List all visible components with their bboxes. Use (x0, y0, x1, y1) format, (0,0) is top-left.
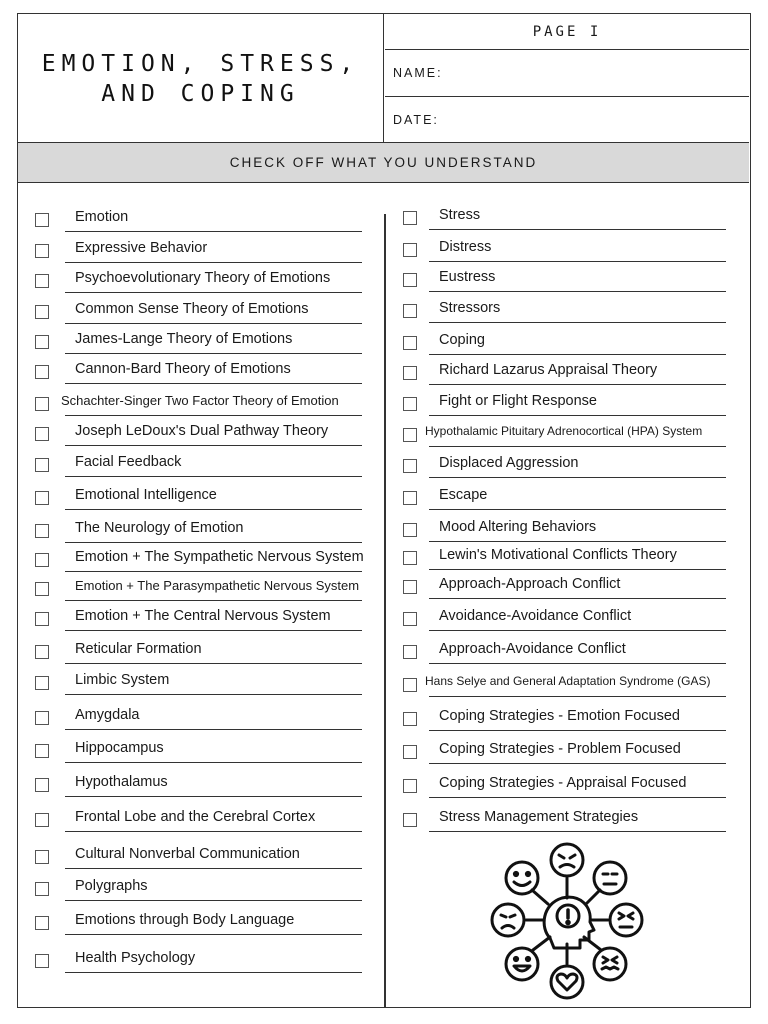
checklist-item-psychoevolutionary-theory-of-emotions[interactable] (35, 270, 365, 294)
date-label: DATE: (393, 113, 439, 127)
underline (429, 384, 726, 385)
checklist-item-hypothalamus[interactable] (35, 774, 365, 798)
underline (429, 322, 726, 323)
checklist-label: Emotion + The Central Nervous System (75, 608, 331, 624)
checkbox[interactable] (403, 813, 417, 827)
checkbox[interactable] (35, 244, 49, 258)
checklist-label: Polygraphs (75, 878, 148, 894)
checklist-item-emotion-the-central-nervous-system[interactable] (35, 608, 365, 632)
checklist-label: Emotional Intelligence (75, 487, 217, 503)
underline (429, 630, 726, 631)
underline (65, 600, 362, 601)
underline (429, 663, 726, 664)
title-line-1: EMOTION, STRESS, (41, 50, 360, 77)
checklist-label: Distress (439, 239, 492, 255)
underline (65, 415, 362, 416)
checkbox[interactable] (35, 553, 49, 567)
checklist-label: Amygdala (75, 707, 140, 723)
checklist-item-the-neurology-of-emotion[interactable] (35, 520, 365, 544)
checklist-item-emotion[interactable] (35, 209, 365, 233)
underline (65, 762, 362, 763)
checklist-item-richard-lazarus-appraisal-theory[interactable] (403, 362, 743, 386)
checkbox[interactable] (35, 676, 49, 690)
title-box (18, 14, 384, 143)
name-field[interactable] (385, 50, 749, 97)
page-title (42, 49, 360, 109)
underline (65, 383, 362, 384)
underline (65, 476, 362, 477)
checklist-item-james-lange-theory-of-emotions[interactable] (35, 331, 365, 355)
underline (65, 729, 362, 730)
checklist-item-common-sense-theory-of-emotions[interactable] (35, 301, 365, 325)
checkbox[interactable] (403, 678, 417, 692)
checkbox[interactable] (403, 211, 417, 225)
underline (429, 415, 726, 416)
checkbox[interactable] (403, 551, 417, 565)
face-upper-left-icon (506, 862, 538, 894)
underline (429, 598, 726, 599)
central-head-icon (544, 897, 594, 948)
checklist-item-polygraphs[interactable] (35, 878, 365, 902)
checklist-item-emotion-the-parasympathetic-nervous-system[interactable] (35, 578, 365, 602)
checklist-label: Limbic System (75, 672, 170, 688)
checklist-item-cultural-nonverbal-communication[interactable] (35, 846, 365, 870)
checklist-label: Stress (439, 207, 481, 223)
face-top-icon (551, 844, 583, 876)
checklist-item-eustress[interactable] (403, 269, 743, 293)
column-divider (384, 214, 386, 1008)
checkbox[interactable] (35, 458, 49, 472)
underline (65, 323, 362, 324)
underline (429, 261, 726, 262)
checklist-item-stress-management-strategies[interactable] (403, 809, 743, 833)
checklist-item-health-psychology[interactable] (35, 950, 365, 974)
checklist-label: Richard Lazarus Appraisal Theory (439, 362, 658, 378)
underline (65, 542, 362, 543)
checklist-item-approach-approach-conflict[interactable] (403, 576, 743, 600)
checklist-item-coping[interactable] (403, 332, 743, 356)
checklist-label: Eustress (439, 269, 496, 285)
checklist-item-reticular-formation[interactable] (35, 641, 365, 665)
checkbox[interactable] (403, 459, 417, 473)
underline (65, 868, 362, 869)
checklist-label: Emotion (75, 209, 129, 225)
underline (429, 541, 726, 542)
checklist-label: Coping (439, 332, 485, 348)
checklist-item-fight-or-flight-response[interactable] (403, 393, 743, 417)
checklist-label: Hippocampus (75, 740, 164, 756)
checkbox[interactable] (403, 645, 417, 659)
underline (429, 291, 726, 292)
header-fields (385, 14, 749, 143)
underline (429, 763, 726, 764)
checklist-item-coping-strategies-appraisal-focused[interactable] (403, 775, 743, 799)
checkbox[interactable] (35, 954, 49, 968)
checklist-label: Approach-Avoidance Conflict (439, 641, 626, 657)
header (18, 14, 749, 143)
checklist-label: Reticular Formation (75, 641, 202, 657)
checkbox[interactable] (35, 612, 49, 626)
checklist-item-expressive-behavior[interactable] (35, 240, 365, 264)
checkbox[interactable] (35, 778, 49, 792)
checklist-label: Approach-Approach Conflict (439, 576, 621, 592)
checklist-label: Emotion + The Sympathetic Nervous System (75, 549, 364, 565)
checkbox[interactable] (35, 916, 49, 930)
checklist-item-cannon-bard-theory-of-emotions[interactable] (35, 361, 365, 385)
checkbox[interactable] (35, 274, 49, 288)
checkbox[interactable] (35, 427, 49, 441)
checklist-label: Stressors (439, 300, 501, 316)
underline (429, 730, 726, 731)
checkbox[interactable] (403, 612, 417, 626)
underline (65, 831, 362, 832)
checklist-item-approach-avoidance-conflict[interactable] (403, 641, 743, 665)
checklist-item-stressors[interactable] (403, 300, 743, 324)
checklist-label: Joseph LeDoux's Dual Pathway Theory (75, 423, 329, 439)
checkbox[interactable] (35, 711, 49, 725)
face-lower-right-icon (594, 948, 626, 980)
checklist-label: Mood Altering Behaviors (439, 519, 597, 535)
checklist-item-facial-feedback[interactable] (35, 454, 365, 478)
checklist-label: Emotions through Body Language (75, 912, 295, 928)
underline (429, 229, 726, 230)
underline (65, 972, 362, 973)
checklist-label: Cannon-Bard Theory of Emotions (75, 361, 291, 377)
underline (65, 694, 362, 695)
checkbox[interactable] (35, 813, 49, 827)
underline (429, 446, 726, 447)
checklist-label: Psychoevolutionary Theory of Emotions (75, 270, 331, 286)
underline (65, 630, 362, 631)
checkbox[interactable] (35, 305, 49, 319)
checklist-label: Avoidance-Avoidance Conflict (439, 608, 632, 624)
checklist-item-coping-strategies-emotion-focused[interactable] (403, 708, 743, 732)
checkbox[interactable] (35, 491, 49, 505)
checklist-label: Hypothalamic Pituitary Adrenocortical (HPA) System (425, 424, 703, 438)
checklist-label: Facial Feedback (75, 454, 182, 470)
underline (429, 569, 726, 570)
underline (429, 477, 726, 478)
underline (65, 353, 362, 354)
checklist-item-frontal-lobe-and-the-cerebral-cortex[interactable] (35, 809, 365, 833)
checklist-item-displaced-aggression[interactable] (403, 455, 743, 479)
checklist-item-emotional-intelligence[interactable] (35, 487, 365, 511)
name-label: NAME: (393, 66, 443, 80)
checklist-item-coping-strategies-problem-focused[interactable] (403, 741, 743, 765)
checklist-label: The Neurology of Emotion (75, 520, 244, 536)
checklist-item-amygdala[interactable] (35, 707, 365, 731)
checklist-label: Coping Strategies - Appraisal Focused (439, 775, 687, 791)
checkbox[interactable] (403, 745, 417, 759)
underline (429, 354, 726, 355)
checklist-item-limbic-system[interactable] (35, 672, 365, 696)
underline (65, 663, 362, 664)
instructions-banner (18, 143, 749, 183)
checkbox[interactable] (403, 491, 417, 505)
checklist-item-emotion-the-sympathetic-nervous-system[interactable] (35, 549, 365, 573)
checkbox[interactable] (35, 850, 49, 864)
checklist-label: Coping Strategies - Emotion Focused (439, 708, 680, 724)
banner-text: CHECK OFF WHAT YOU UNDERSTAND (229, 155, 538, 170)
checkbox[interactable] (403, 304, 417, 318)
checklist-label: Common Sense Theory of Emotions (75, 301, 309, 317)
checklist-item-distress[interactable] (403, 239, 743, 263)
checklist-item-lewin-s-motivational-conflicts-theory[interactable] (403, 547, 743, 571)
checkbox[interactable] (35, 213, 49, 227)
checklist-item-avoidance-avoidance-conflict[interactable] (403, 608, 743, 632)
underline (65, 262, 362, 263)
checkbox[interactable] (35, 744, 49, 758)
checklist-item-joseph-ledoux-s-dual-pathway-theory[interactable] (35, 423, 365, 447)
checklist-label: Cultural Nonverbal Communication (75, 846, 300, 862)
checklist-item-hypothalamic-pituitary-adrenocortical-hpa-system[interactable] (403, 424, 743, 448)
checkbox[interactable] (403, 336, 417, 350)
checklist-label: Hans Selye and General Adaptation Syndrome (GAS) (425, 674, 711, 688)
checklist-label: Frontal Lobe and the Cerebral Cortex (75, 809, 316, 825)
underline (65, 509, 362, 510)
checklist-label: Stress Management Strategies (439, 809, 639, 825)
checklist-item-hippocampus[interactable] (35, 740, 365, 764)
checkbox[interactable] (403, 779, 417, 793)
underline (65, 445, 362, 446)
checklist-label: Escape (439, 487, 488, 503)
underline (65, 900, 362, 901)
checklist-label: Coping Strategies - Problem Focused (439, 741, 681, 757)
checkbox[interactable] (403, 580, 417, 594)
checklist-label: James-Lange Theory of Emotions (75, 331, 293, 347)
checklist-label: Schachter-Singer Two Factor Theory of Emotion (61, 393, 339, 408)
checklist-label: Emotion + The Parasympathetic Nervous System (75, 578, 360, 593)
title-line-2: AND COPING (101, 80, 300, 107)
underline (65, 231, 362, 232)
face-lower-left-icon (506, 948, 538, 980)
checkbox[interactable] (403, 273, 417, 287)
checkbox[interactable] (403, 243, 417, 257)
underline (65, 934, 362, 935)
checkbox[interactable] (35, 365, 49, 379)
checklist-label: Fight or Flight Response (439, 393, 597, 409)
underline (65, 796, 362, 797)
checkbox[interactable] (403, 523, 417, 537)
checkbox[interactable] (35, 882, 49, 896)
face-left-icon (492, 904, 524, 936)
underline (429, 696, 726, 697)
underline (65, 571, 362, 572)
date-field[interactable] (385, 97, 749, 143)
checkbox[interactable] (403, 712, 417, 726)
underline (429, 831, 726, 832)
checklist-item-emotions-through-body-language[interactable] (35, 912, 365, 936)
checklist-item-hans-selye-and-general-adaptation-syndrome-gas[interactable] (403, 674, 743, 698)
checkbox[interactable] (403, 428, 417, 442)
checkbox[interactable] (35, 335, 49, 349)
checklist-label: Lewin's Motivational Conflicts Theory (439, 547, 677, 563)
checkbox[interactable] (403, 366, 417, 380)
checkbox[interactable] (35, 524, 49, 538)
page-field (385, 14, 749, 50)
checklist-label: Hypothalamus (75, 774, 168, 790)
underline (65, 292, 362, 293)
heart-icon (551, 966, 583, 998)
checkbox[interactable] (35, 397, 49, 411)
checklist-item-mood-altering-behaviors[interactable] (403, 519, 743, 543)
face-right-icon (610, 904, 642, 936)
checklist-item-stress[interactable] (403, 207, 743, 231)
checkbox[interactable] (403, 397, 417, 411)
face-upper-right-icon (594, 862, 626, 894)
checkbox[interactable] (35, 582, 49, 596)
checklist-label: Health Psychology (75, 950, 196, 966)
checkbox[interactable] (35, 645, 49, 659)
page-label: PAGE I (532, 23, 602, 40)
checklist-item-escape[interactable] (403, 487, 743, 511)
underline (429, 509, 726, 510)
underline (429, 797, 726, 798)
emotions-head-icon (488, 840, 646, 1002)
checklist-item-schachter-singer-two-factor-theory-of-emotion[interactable] (35, 393, 365, 417)
checklist-label: Expressive Behavior (75, 240, 208, 256)
checklist-label: Displaced Aggression (439, 455, 579, 471)
